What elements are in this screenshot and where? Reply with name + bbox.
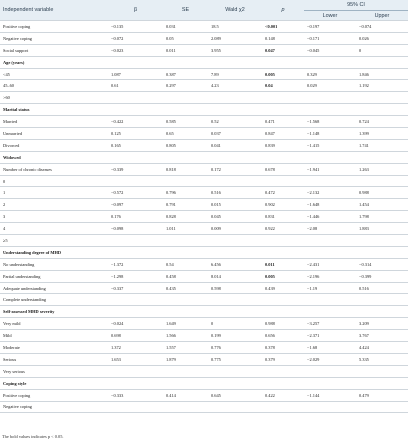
cell-ci-lower: −1.941 [304, 163, 356, 175]
cell-p: 0.047 [262, 44, 304, 56]
row-label: Negative coping [0, 401, 108, 413]
table-row [0, 139, 408, 151]
cell-ci-upper: 3.767 [356, 330, 408, 342]
cell-wald: 0.598 [208, 282, 262, 294]
cell-ci-upper: 1.263 [356, 163, 408, 175]
cell-p [262, 92, 304, 104]
table-section-row [0, 377, 408, 389]
cell-ci-upper [356, 401, 408, 413]
cell-se: 0.796 [163, 187, 208, 199]
row-label: Complete understanding [0, 294, 108, 306]
cell-beta: 1.653 [108, 353, 163, 365]
cell-beta: 0.165 [108, 139, 163, 151]
header-wald: Wald χ2 [208, 0, 262, 21]
cell-ci-upper [356, 235, 408, 247]
cell-ci-lower [304, 365, 356, 377]
section-label: Self-assessed MHD severity [0, 306, 408, 318]
table-body [0, 21, 408, 413]
cell-p: 0.839 [262, 139, 304, 151]
row-label: Married [0, 116, 108, 128]
cell-ci-upper [356, 175, 408, 187]
cell-wald [208, 92, 262, 104]
cell-p: 0.902 [262, 199, 304, 211]
cell-ci-lower: 0.029 [304, 80, 356, 92]
cell-wald: 0.775 [208, 353, 262, 365]
cell-ci-lower: −1.144 [304, 389, 356, 401]
cell-se: 0.791 [163, 199, 208, 211]
cell-se: 0.805 [163, 139, 208, 151]
cell-p: 0.988 [262, 318, 304, 330]
table-row [0, 318, 408, 330]
cell-se: 1.566 [163, 330, 208, 342]
cell-wald: 0.199 [208, 330, 262, 342]
cell-ci-lower: −1.446 [304, 211, 356, 223]
cell-se: 1.879 [163, 353, 208, 365]
table-row [0, 282, 408, 294]
table-row [0, 270, 408, 282]
cell-ci-lower: −0.197 [304, 21, 356, 33]
row-label: Number of chronic diseases [0, 163, 108, 175]
table-row [0, 187, 408, 199]
cell-ci-lower [304, 92, 356, 104]
cell-wald [208, 175, 262, 187]
table-section-row [0, 306, 408, 318]
cell-ci-lower: −2.196 [304, 270, 356, 282]
cell-wald: 0.645 [208, 389, 262, 401]
cell-p [262, 365, 304, 377]
cell-p: 0.831 [262, 211, 304, 223]
cell-beta: −0.024 [108, 318, 163, 330]
row-label: Moderate [0, 342, 108, 354]
table-row [0, 92, 408, 104]
table-row [0, 223, 408, 235]
cell-ci-upper: 1.454 [356, 199, 408, 211]
row-label: Positive coping [0, 389, 108, 401]
table-row [0, 21, 408, 33]
row-label: 1 [0, 187, 108, 199]
row-label: 0 [0, 175, 108, 187]
cell-se: 0.54 [163, 258, 208, 270]
cell-beta: 0.61 [108, 80, 163, 92]
cell-ci-upper: −0.074 [356, 21, 408, 33]
cell-ci-upper: 1.192 [356, 80, 408, 92]
cell-wald: 8.014 [208, 270, 262, 282]
cell-ci-lower: −1.19 [304, 282, 356, 294]
cell-se [163, 175, 208, 187]
cell-se: 0.05 [163, 32, 208, 44]
table-row [0, 68, 408, 80]
cell-p: 0.922 [262, 223, 304, 235]
cell-ci-lower: −2.371 [304, 330, 356, 342]
row-label: >60 [0, 92, 108, 104]
row-label: ≥5 [0, 235, 108, 247]
cell-p [262, 401, 304, 413]
cell-ci-upper: 0.516 [356, 282, 408, 294]
table-section-row [0, 56, 408, 68]
cell-wald: 4.23 [208, 80, 262, 92]
row-label: Divorced [0, 139, 108, 151]
cell-ci-upper: −0.399 [356, 270, 408, 282]
cell-beta: −0.098 [108, 223, 163, 235]
cell-wald: 6.456 [208, 258, 262, 270]
cell-beta: −1.372 [108, 258, 163, 270]
cell-ci-lower: −1.648 [304, 199, 356, 211]
cell-beta: −0.097 [108, 199, 163, 211]
row-label: <45 [0, 68, 108, 80]
cell-se: 0.458 [163, 270, 208, 282]
table-row [0, 294, 408, 306]
cell-wald [208, 401, 262, 413]
cell-wald: 18.5 [208, 21, 262, 33]
cell-ci-upper: 1.846 [356, 68, 408, 80]
table-row [0, 353, 408, 365]
section-label: Age (years) [0, 56, 408, 68]
cell-beta [108, 175, 163, 187]
table-row [0, 163, 408, 175]
cell-ci-upper: 1.741 [356, 139, 408, 151]
cell-se: 0.818 [163, 163, 208, 175]
cell-ci-lower: 0.329 [304, 68, 356, 80]
cell-ci-upper: −0.314 [356, 258, 408, 270]
cell-se [163, 401, 208, 413]
table-row [0, 32, 408, 44]
cell-wald: 3.955 [208, 44, 262, 56]
cell-ci-upper: 0.724 [356, 116, 408, 128]
cell-ci-lower [304, 175, 356, 187]
cell-p: 0.005 [262, 270, 304, 282]
cell-wald: 0.52 [208, 116, 262, 128]
cell-p: 0.379 [262, 353, 304, 365]
cell-beta: −1.298 [108, 270, 163, 282]
cell-se: 0.011 [163, 44, 208, 56]
cell-se: 0.435 [163, 282, 208, 294]
table-row [0, 235, 408, 247]
table-row [0, 116, 408, 128]
row-label: Positive coping [0, 21, 108, 33]
cell-ci-upper [356, 365, 408, 377]
cell-se: 0.65 [163, 128, 208, 140]
row-label: Very mild [0, 318, 108, 330]
cell-p: 0.847 [262, 128, 304, 140]
cell-ci-upper: 1.798 [356, 211, 408, 223]
cell-ci-lower [304, 401, 356, 413]
cell-beta: −0.135 [108, 21, 163, 33]
cell-wald: 0.009 [208, 223, 262, 235]
cell-beta: −0.422 [108, 116, 163, 128]
cell-ci-upper: 3.209 [356, 318, 408, 330]
cell-p [262, 235, 304, 247]
cell-ci-upper: 0.026 [356, 32, 408, 44]
cell-p [262, 294, 304, 306]
cell-se: 0.585 [163, 116, 208, 128]
cell-p: 0.011 [262, 258, 304, 270]
section-label: Widowed [0, 151, 408, 163]
cell-beta: −0.339 [108, 163, 163, 175]
row-label: Social support [0, 44, 108, 56]
cell-wald: 0.172 [208, 163, 262, 175]
table-row [0, 128, 408, 140]
cell-wald: 7.89 [208, 68, 262, 80]
cell-wald [208, 235, 262, 247]
cell-beta [108, 294, 163, 306]
cell-wald: 0 [208, 318, 262, 330]
cell-p: 0.378 [262, 342, 304, 354]
section-label: Coping style [0, 377, 408, 389]
cell-wald: 0.516 [208, 187, 262, 199]
cell-ci-lower: −1.68 [304, 342, 356, 354]
cell-p: 0.148 [262, 32, 304, 44]
cell-p: 0.472 [262, 187, 304, 199]
header-se: SE [163, 0, 208, 21]
cell-beta: 1.372 [108, 342, 163, 354]
cell-beta [108, 365, 163, 377]
cell-se: 0.387 [163, 68, 208, 80]
cell-ci-upper: 1.883 [356, 223, 408, 235]
table-section-row [0, 246, 408, 258]
cell-p: 0.005 [262, 68, 304, 80]
row-label: Partial understanding [0, 270, 108, 282]
cell-ci-lower: −2.029 [304, 353, 356, 365]
header-ci: 95% CI [304, 0, 408, 11]
row-label: Serious [0, 353, 108, 365]
cell-beta [108, 92, 163, 104]
cell-ci-upper: 0.479 [356, 389, 408, 401]
cell-beta: −0.072 [108, 32, 163, 44]
cell-ci-lower: −2.431 [304, 258, 356, 270]
cell-wald: 0.015 [208, 199, 262, 211]
table-row [0, 401, 408, 413]
table-section-row [0, 151, 408, 163]
cell-beta: −0.337 [108, 282, 163, 294]
cell-ci-upper: 5.335 [356, 353, 408, 365]
table-row [0, 389, 408, 401]
cell-ci-lower: −1.568 [304, 116, 356, 128]
header-p: p [262, 0, 304, 21]
cell-se [163, 92, 208, 104]
row-label: 3 [0, 211, 108, 223]
section-label: Understanding degree of MHD [0, 246, 408, 258]
cell-wald: 0.776 [208, 342, 262, 354]
table-row [0, 199, 408, 211]
row-label: No understanding [0, 258, 108, 270]
row-label: Unmarried [0, 128, 108, 140]
cell-se [163, 365, 208, 377]
cell-ci-upper: 0 [356, 44, 408, 56]
cell-beta [108, 401, 163, 413]
cell-p: 0.04 [262, 80, 304, 92]
cell-ci-upper [356, 92, 408, 104]
cell-p: <0.001 [262, 21, 304, 33]
cell-ci-lower: −2.132 [304, 187, 356, 199]
cell-wald [208, 365, 262, 377]
cell-ci-upper: 1.399 [356, 128, 408, 140]
cell-wald: 0.037 [208, 128, 262, 140]
row-label: 45–60 [0, 80, 108, 92]
cell-wald [208, 294, 262, 306]
cell-beta: −0.572 [108, 187, 163, 199]
row-label: Mild [0, 330, 108, 342]
cell-beta: 1.087 [108, 68, 163, 80]
table-row [0, 80, 408, 92]
table-row [0, 175, 408, 187]
cell-se: 0.414 [163, 389, 208, 401]
cell-ci-lower: −0.171 [304, 32, 356, 44]
cell-beta: 0.698 [108, 330, 163, 342]
table-row [0, 330, 408, 342]
cell-ci-lower: −1.148 [304, 128, 356, 140]
cell-beta: 0.176 [108, 211, 163, 223]
table-section-row [0, 104, 408, 116]
row-label: Adequate understanding [0, 282, 108, 294]
header-independent-variable: Independent variable [0, 0, 108, 21]
cell-p: 0.656 [262, 330, 304, 342]
row-label: Negative coping [0, 32, 108, 44]
table-row [0, 44, 408, 56]
cell-beta: −0.333 [108, 389, 163, 401]
section-label: Marital status [0, 104, 408, 116]
cell-se: 1.649 [163, 318, 208, 330]
cell-p: 0.678 [262, 163, 304, 175]
cell-se: 0.828 [163, 211, 208, 223]
cell-ci-lower: −0.045 [304, 44, 356, 56]
table-footnote: The bold values indicates p < 0.05. [2, 434, 64, 439]
row-label: 2 [0, 199, 108, 211]
cell-beta: −0.023 [108, 44, 163, 56]
cell-ci-upper: 0.988 [356, 187, 408, 199]
cell-p: 0.471 [262, 116, 304, 128]
cell-wald: 2.089 [208, 32, 262, 44]
cell-se [163, 294, 208, 306]
cell-beta [108, 235, 163, 247]
header-beta: β [108, 0, 163, 21]
cell-se: 1.557 [163, 342, 208, 354]
row-label: 4 [0, 223, 108, 235]
header-ci-upper: Upper [356, 11, 408, 21]
cell-ci-lower [304, 235, 356, 247]
cell-ci-upper [356, 294, 408, 306]
table-header [0, 0, 408, 21]
table-row [0, 342, 408, 354]
header-ci-lower: Lower [304, 11, 356, 21]
cell-beta: 0.125 [108, 128, 163, 140]
cell-ci-lower [304, 294, 356, 306]
table-row [0, 258, 408, 270]
row-label: Very serious [0, 365, 108, 377]
cell-wald: 0.041 [208, 139, 262, 151]
cell-se [163, 235, 208, 247]
cell-wald: 0.045 [208, 211, 262, 223]
cell-ci-lower: −3.257 [304, 318, 356, 330]
cell-se: 0.297 [163, 80, 208, 92]
table-row [0, 211, 408, 223]
cell-se: 0.031 [163, 21, 208, 33]
table-row [0, 365, 408, 377]
cell-ci-lower: −1.415 [304, 139, 356, 151]
cell-ci-upper: 4.424 [356, 342, 408, 354]
cell-p: 0.439 [262, 282, 304, 294]
cell-se: 1.011 [163, 223, 208, 235]
cell-p [262, 175, 304, 187]
cell-p: 0.422 [262, 389, 304, 401]
cell-ci-lower: −2.08 [304, 223, 356, 235]
